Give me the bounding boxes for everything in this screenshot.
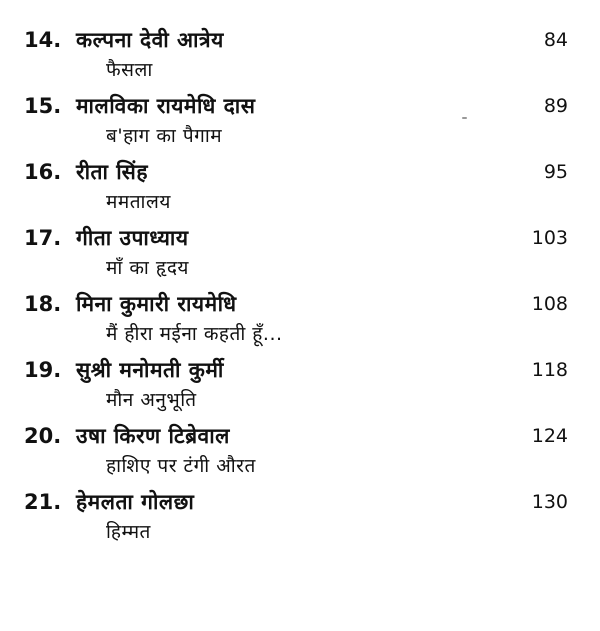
entry-author: मालविका रायमेधि दास — [76, 94, 256, 118]
toc-entry-19 — [0, 356, 600, 422]
entry-number: 15. — [24, 94, 62, 118]
entry-page-number: 89 — [543, 95, 568, 117]
entry-page-number: 95 — [543, 161, 568, 183]
toc-entry-17 — [0, 224, 600, 290]
entry-page-number: 130 — [531, 491, 568, 513]
toc-entry-21 — [0, 488, 600, 554]
entry-author: हेमलता गोलछा — [76, 490, 195, 514]
entry-number: 20. — [24, 424, 62, 448]
entry-author: रीता सिंह — [76, 160, 149, 184]
entry-page-number: 118 — [531, 359, 568, 381]
print-speck — [462, 117, 467, 119]
toc-entry-18 — [0, 290, 600, 356]
entry-number: 21. — [24, 490, 62, 514]
entry-number: 19. — [24, 358, 62, 382]
entry-number: 18. — [24, 292, 62, 316]
toc-entry-14 — [0, 26, 600, 92]
entry-author: उषा किरण टिब्रेवाल — [76, 424, 230, 448]
entry-page-number: 108 — [531, 293, 568, 315]
entry-title: ब'हाग का पैगाम — [106, 125, 223, 147]
entry-title: माँ का हृदय — [106, 257, 189, 279]
entry-title: हिम्मत — [106, 521, 151, 543]
entry-title: मैं हीरा मईना कहती हूँ... — [106, 323, 283, 345]
toc-entry-15 — [0, 92, 600, 158]
toc-entry-16 — [0, 158, 600, 224]
toc-entry-20 — [0, 422, 600, 488]
entry-page-number: 84 — [543, 29, 568, 51]
entry-number: 16. — [24, 160, 62, 184]
entry-author: गीता उपाध्याय — [76, 226, 189, 250]
entry-number: 17. — [24, 226, 62, 250]
entry-author: सुश्री मनोमती कुर्मी — [76, 358, 224, 382]
entry-title: ममतालय — [106, 191, 171, 213]
entry-author: कल्पना देवी आत्रेय — [76, 28, 224, 52]
entry-title: फैसला — [106, 59, 153, 81]
entry-page-number: 103 — [531, 227, 568, 249]
entry-title: मौन अनुभूति — [106, 389, 197, 411]
entry-number: 14. — [24, 28, 62, 52]
entry-author: मिना कुमारी रायमेधि — [76, 292, 237, 316]
entry-page-number: 124 — [531, 425, 568, 447]
entry-title: हाशिए पर टंगी औरत — [106, 455, 256, 477]
